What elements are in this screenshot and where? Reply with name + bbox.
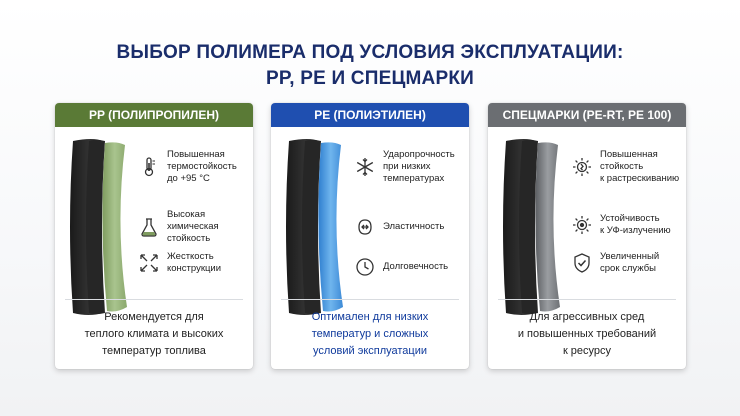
- feature-elasticity: [353, 215, 467, 239]
- feature-text-line: Эластичность: [383, 221, 445, 232]
- card-pe-header: PE (ПОЛИЭТИЛЕН): [271, 103, 469, 127]
- page-title-line2: PP, PE И СПЕЦМАРКИ: [265, 68, 475, 89]
- card-pe-body: [271, 127, 469, 297]
- feature-crack-resistance: [570, 149, 684, 185]
- card-divider: [281, 299, 459, 300]
- card-special: [488, 103, 686, 369]
- footer-line: Для агрессивных сред: [529, 311, 645, 323]
- feature-uv-resistance: [570, 213, 684, 237]
- feature-text-line: термостойкость: [167, 161, 237, 172]
- card-pp-body: [55, 127, 253, 297]
- feature-heat-resistance: [137, 149, 251, 185]
- feature-text-line: Жесткость: [167, 251, 214, 262]
- feature-text-line: Высокая химическая: [167, 209, 219, 232]
- sun-crack-icon: [570, 155, 594, 179]
- card-pp: [55, 103, 253, 369]
- pe-sample-image: [283, 137, 351, 315]
- card-special-footer: [494, 309, 680, 360]
- card-divider: [498, 299, 676, 300]
- feature-text-line: конструкции: [167, 263, 222, 274]
- flask-icon: [137, 215, 161, 239]
- footer-line: теплого климата и высоких: [84, 328, 224, 340]
- feature-durability: [353, 255, 467, 279]
- feature-text-line: при низких: [383, 161, 431, 172]
- feature-text-line: до +95 °C: [167, 173, 210, 184]
- card-pp-footer: [61, 309, 247, 360]
- footer-line: и повышенных требований: [517, 328, 657, 340]
- feature-impact-resistance: [353, 149, 467, 185]
- special-sample-image: [500, 137, 568, 315]
- elasticity-icon: [353, 215, 377, 239]
- footer-line: температур топлива: [102, 345, 206, 357]
- shield-check-icon: [570, 251, 594, 275]
- arrows-expand-icon: [137, 251, 161, 275]
- pp-sample-image: [67, 137, 135, 315]
- feature-text-line: Повышенная: [600, 149, 658, 160]
- feature-text-line: срок службы: [600, 263, 656, 274]
- sun-icon: [570, 213, 594, 237]
- feature-text-line: Долговечность: [383, 261, 449, 272]
- card-pe-footer: [277, 309, 463, 360]
- clock-icon: [353, 255, 377, 279]
- card-special-header: СПЕЦМАРКИ (PE-RT, PE 100): [488, 103, 686, 127]
- footer-line: условий эксплуатации: [312, 345, 428, 357]
- thermometer-icon: [137, 155, 161, 179]
- card-divider: [65, 299, 243, 300]
- footer-line: Оптимален для низких: [311, 311, 429, 323]
- card-pe: [271, 103, 469, 369]
- page-title-line1: ВЫБОР ПОЛИМЕРА ПОД УСЛОВИЯ ЭКСПЛУАТАЦИИ:: [116, 42, 624, 63]
- page-title: [0, 40, 740, 92]
- feature-text-line: Устойчивость: [600, 213, 660, 224]
- feature-text-line: стойкость: [600, 161, 644, 172]
- feature-text-line: Ударопрочность: [383, 149, 455, 160]
- footer-line: Рекомендуется для: [104, 311, 204, 323]
- card-special-body: [488, 127, 686, 297]
- feature-text-line: Повышенная: [167, 149, 225, 160]
- feature-text-line: к УФ-излучению: [600, 225, 671, 236]
- footer-line: к ресурсу: [562, 345, 612, 357]
- snowflake-icon: [353, 155, 377, 179]
- feature-text-line: Увеличенный: [600, 251, 660, 262]
- feature-chemical-resistance: [137, 209, 251, 245]
- feature-service-life: [570, 251, 684, 275]
- card-pp-header: PP (ПОЛИПРОПИЛЕН): [55, 103, 253, 127]
- feature-rigidity: [137, 251, 251, 275]
- feature-text-line: стойкость: [167, 233, 211, 244]
- feature-text-line: к растрескиванию: [600, 173, 680, 184]
- feature-text-line: температурах: [383, 173, 445, 184]
- footer-line: температур и сложных: [311, 328, 429, 340]
